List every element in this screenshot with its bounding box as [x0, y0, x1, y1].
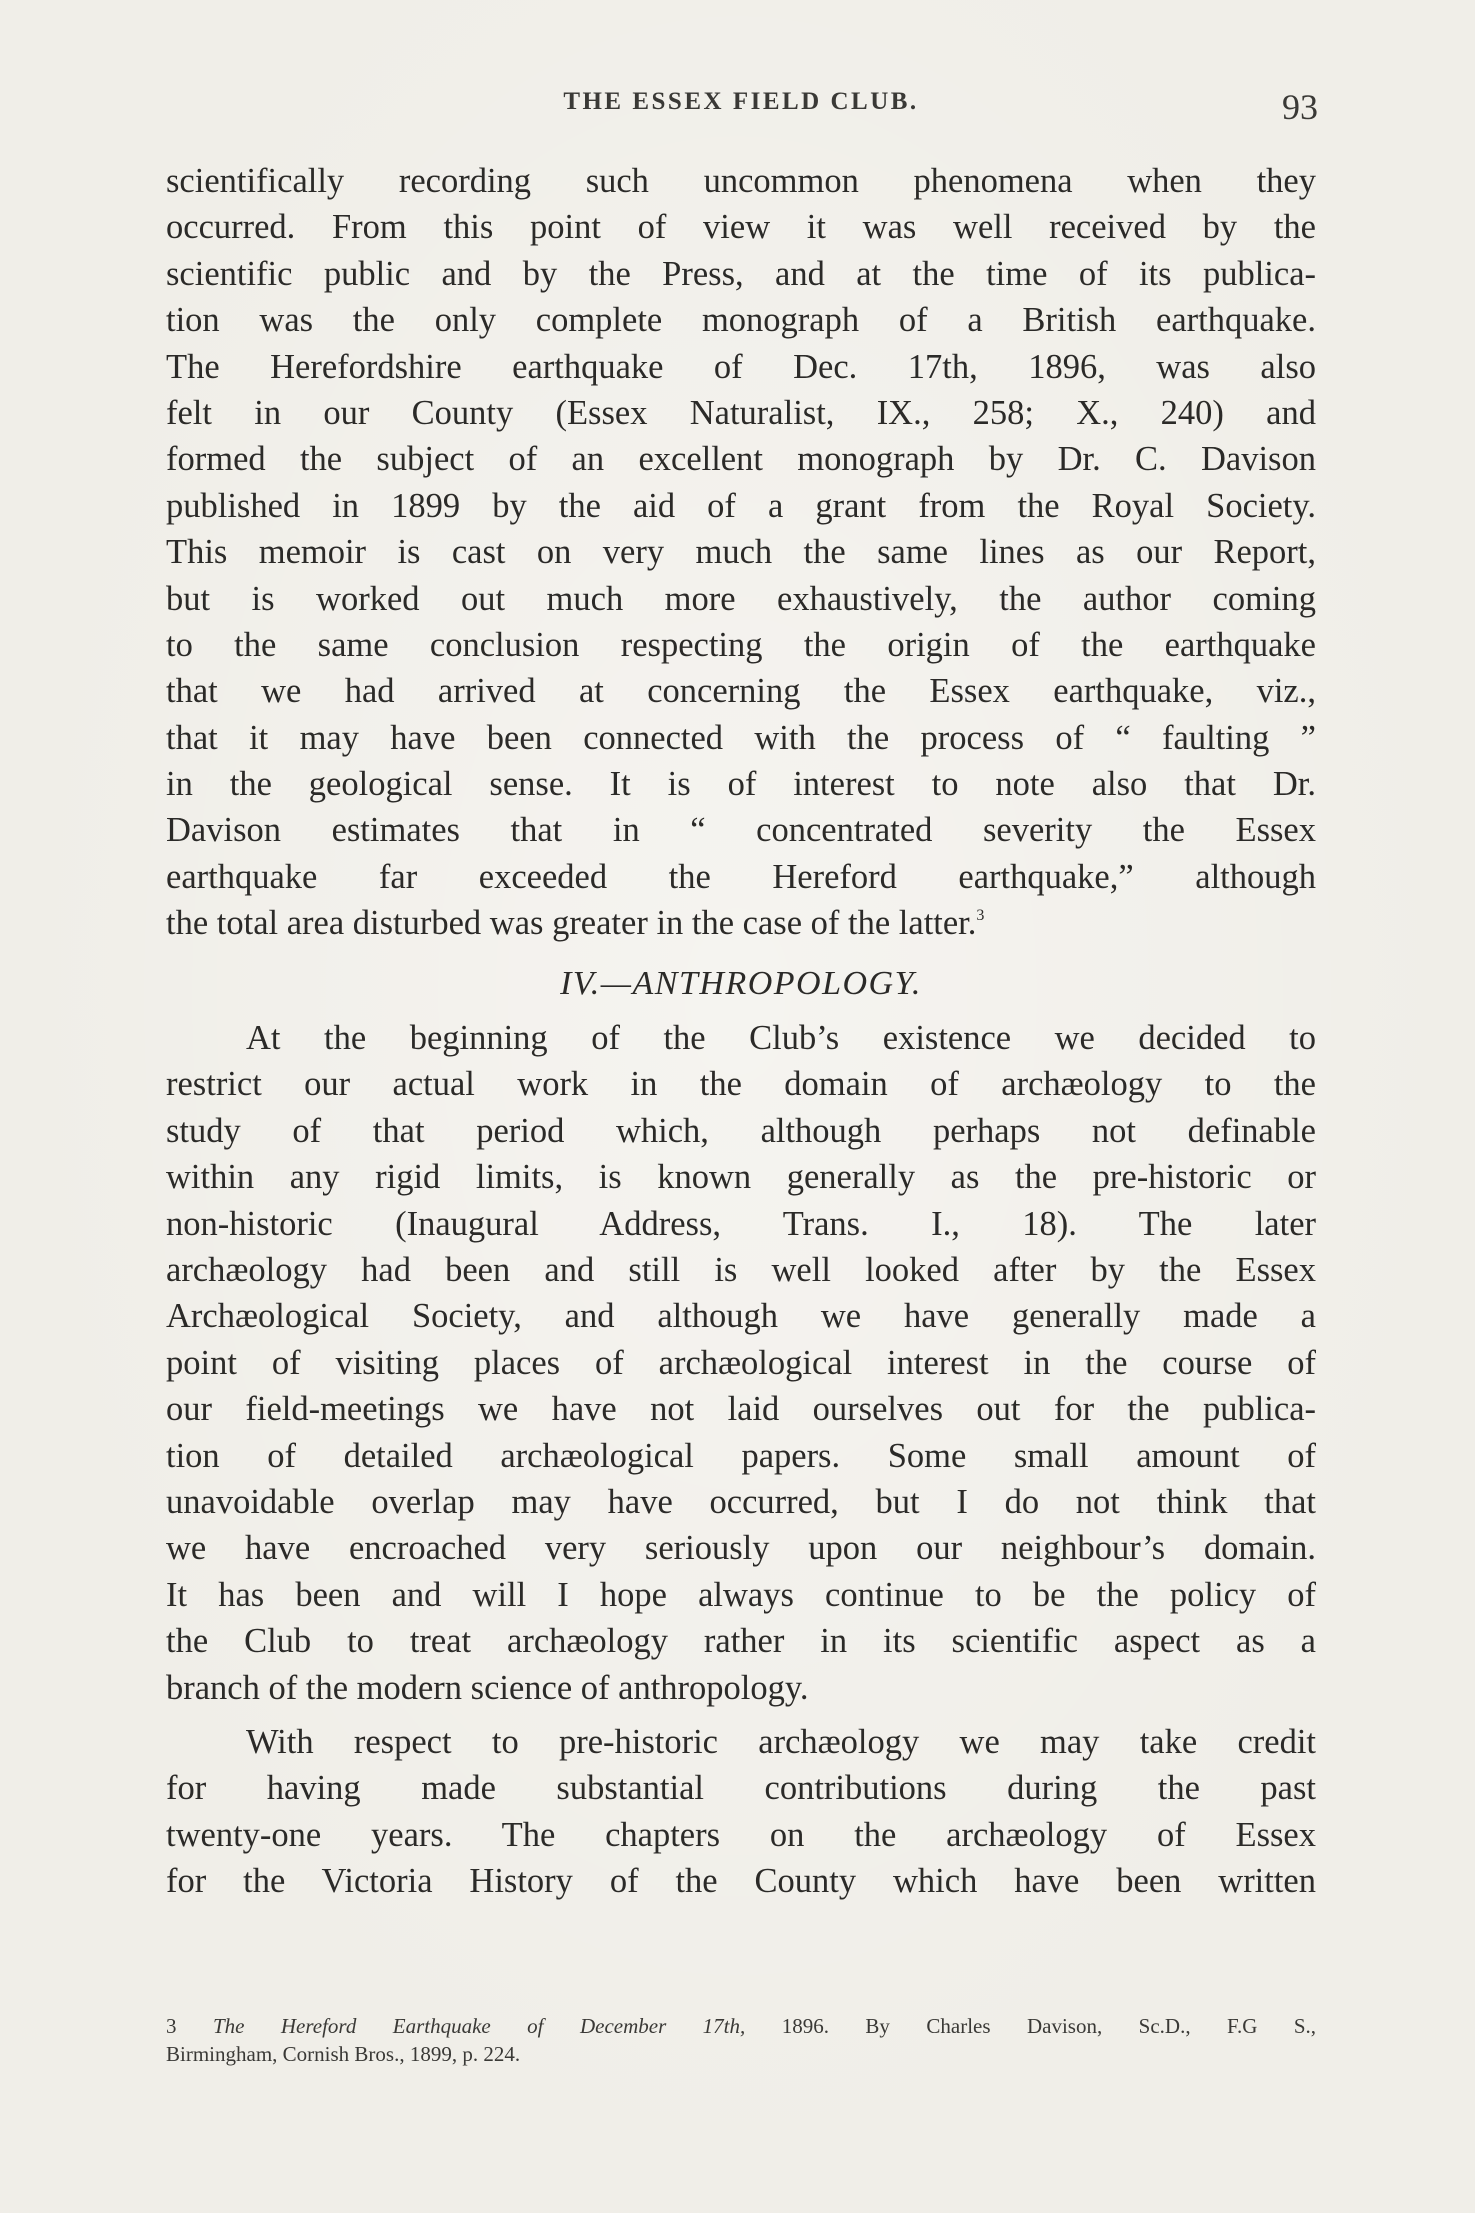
text-line: our field-meetings we have not laid ourselves out for the publica-: [166, 1390, 1316, 1429]
text-line: but is worked out much more exhaustively, the author coming: [166, 579, 1316, 618]
text-line: scientifically recording such uncommon phenomena when they: [166, 162, 1316, 200]
text-line: non-historic (Inaugural Address, Trans. I., 18). The later: [166, 1204, 1316, 1243]
page-number: 93: [1282, 87, 1318, 127]
text-line: [166, 1015, 1316, 1061]
footnote-ref[interactable]: 3: [976, 907, 985, 925]
text-line: study of that period which, although perhaps not definable: [166, 1111, 1316, 1150]
text-line: published in 1899 by the aid of a grant from the Royal Society.: [166, 486, 1316, 525]
text-line-with-footnote: [166, 900, 1316, 946]
text-line: the total area disturbed was greater in the case of the latter.: [166, 904, 977, 943]
body-text: [166, 158, 1316, 1904]
text-line: to the same conclusion respecting the origin of the earthquake: [166, 625, 1316, 664]
text-line: The Herefordshire earthquake of Dec. 17th, 1896, was also: [166, 347, 1316, 386]
text-line: Archæological Society, and although we have generally made a: [166, 1297, 1316, 1336]
text-line: tion was the only complete monograph of a British earthquake.: [166, 301, 1316, 340]
text-line: earthquake far exceeded the Hereford earthquake,” although: [166, 857, 1316, 896]
text-line: for having made substantial contributions during the past: [166, 1769, 1316, 1808]
text-line: This memoir is cast on very much the same lines as our Report,: [166, 533, 1316, 572]
footnote-line: Birmingham, Cornish Bros., 1899, p. 224.: [166, 2042, 521, 2066]
spacer: [166, 947, 1316, 955]
text-line: Davison estimates that in “ concentrated severity the Essex: [166, 811, 1316, 850]
text-line: It has been and will I hope always continue to be the policy of: [166, 1575, 1316, 1614]
text-line: archæology had been and still is well looked after by the Essex: [166, 1250, 1316, 1289]
section-heading: IV.—ANTHROPOLOGY.: [560, 964, 922, 1002]
text-line: we have encroached very seriously upon our neighbour’s domain.: [166, 1529, 1316, 1568]
text-line: that we had arrived at concerning the Essex earthquake, viz.,: [166, 672, 1316, 711]
text-line: within any rigid limits, is known generally as the pre-historic or: [166, 1158, 1316, 1197]
footnote-citation: 1896. By Charles Davison, Sc.D., F.G S.,: [781, 2014, 1317, 2038]
text-line-content: At the beginning of the Club’s existence we decided to: [246, 1019, 1316, 1058]
text-line: scientific public and by the Press, and at the time of its publica-: [166, 254, 1316, 293]
running-title: THE ESSEX FIELD CLUB.: [563, 88, 919, 115]
text-line: formed the subject of an excellent monograph by Dr. C. Davison: [166, 440, 1316, 479]
text-line: the Club to treat archæology rather in its scientific aspect as a: [166, 1622, 1316, 1661]
text-line: restrict our actual work in the domain of archæology to the: [166, 1065, 1316, 1104]
footnote-line: [166, 2012, 1316, 2040]
spacer: [166, 1007, 1316, 1015]
text-line-content: With respect to pre-historic archæology we may take credit: [246, 1722, 1316, 1761]
text-line: in the geological sense. It is of interest to note also that Dr.: [166, 765, 1316, 804]
text-line: occurred. From this point of view it was well received by the: [166, 208, 1316, 247]
text-line: branch of the modern science of anthropology.: [166, 1668, 809, 1707]
text-line: unavoidable overlap may have occurred, but I do not think that: [166, 1482, 1316, 1521]
text-line: that it may have been connected with the process of “ faulting ”: [166, 718, 1316, 757]
text-line: for the Victoria History of the County which have been written: [166, 1862, 1316, 1901]
text-line: tion of detailed archæological papers. Some small amount of: [166, 1436, 1316, 1475]
footnote-number: 3: [166, 2014, 177, 2038]
running-header: [166, 88, 1316, 132]
text-line: twenty-one years. The chapters on the archæology of Essex: [166, 1815, 1316, 1854]
footnote: [166, 2012, 1316, 2068]
text-line: felt in our County (Essex Naturalist, IX., 258; X., 240) and: [166, 393, 1316, 432]
spacer: [166, 1711, 1316, 1719]
text-line: point of visiting places of archæological interest in the course of: [166, 1343, 1316, 1382]
text-line: [166, 1719, 1316, 1765]
footnote-cited-title: The Hereford Earthquake of December 17th,: [212, 2014, 746, 2038]
